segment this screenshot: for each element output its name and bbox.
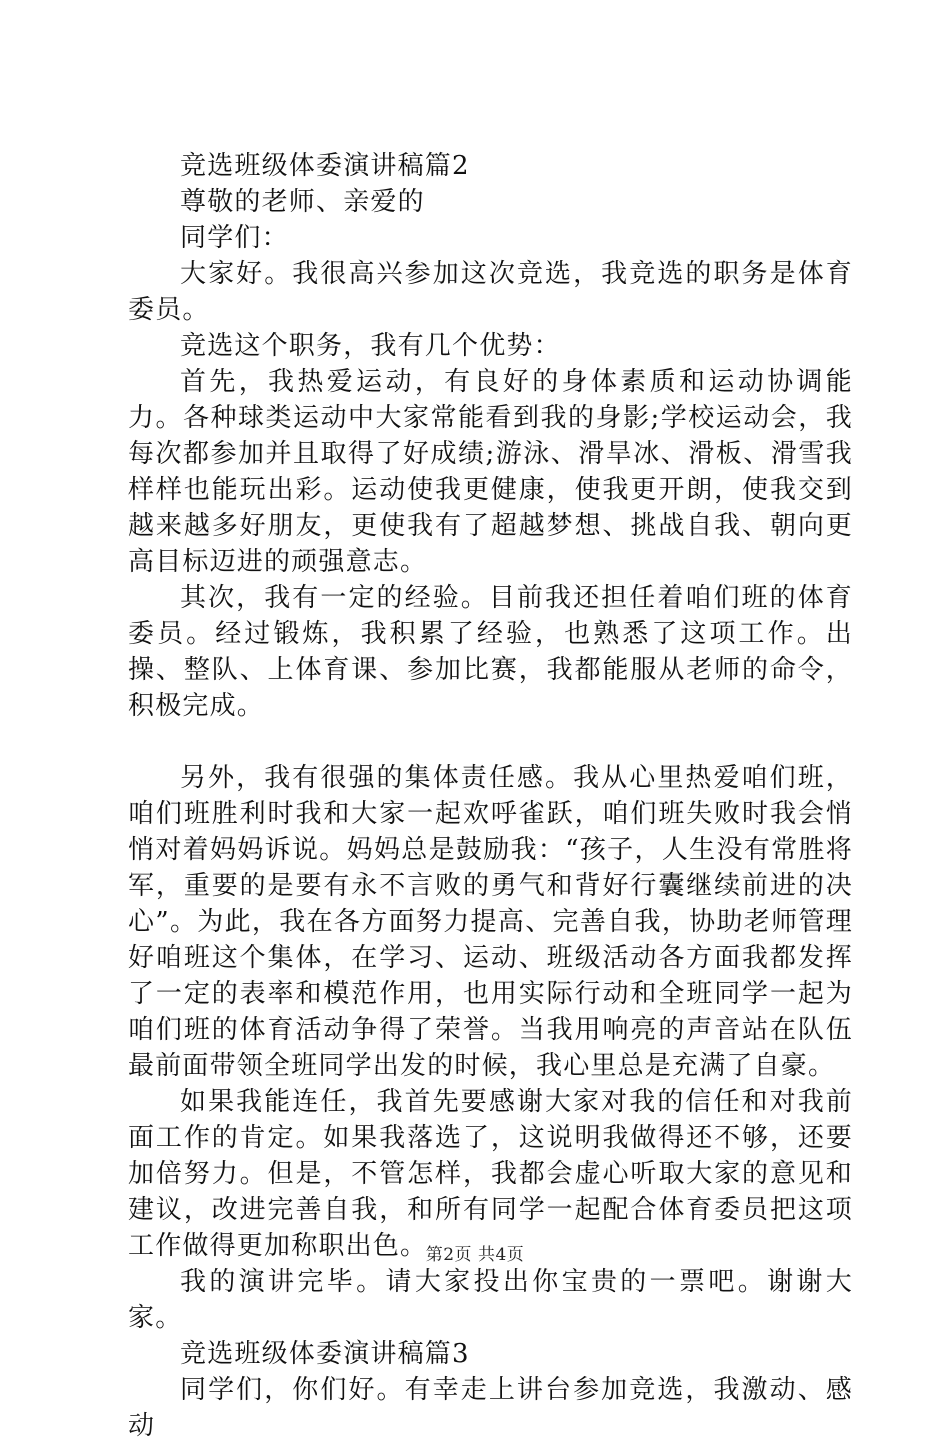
- salutation-line-2: 同学们：: [180, 223, 289, 253]
- section-heading-2: 竞选班级体委演讲稿篇2: [180, 151, 470, 181]
- paragraph-section-3-opening: 同学们，你们好。有幸走上讲台参加竞选，我激动、感动: [128, 1375, 853, 1441]
- paragraph-re-election: 如果我能连任，我首先要感谢大家对我的信任和对我前面工作的肯定。如果我落选了，这说明我做得还不够，还要加倍努力。但是，不管怎样，我都会虚心听取大家的意见和建议，改进完善自我，和所有同学一起配合体育委员把这项工作做得更加称职出色。: [128, 1087, 853, 1261]
- page-number-footer: 第2页 共4页: [425, 1245, 525, 1265]
- section-heading-3: 竞选班级体委演讲稿篇3: [180, 1339, 470, 1369]
- paragraph-first-advantage: 首先，我热爱运动，有良好的身体素质和运动协调能力。各种球类运动中大家常能看到我的身影;学校运动会，我每次都参加并且取得了好成绩;游泳、滑旱冰、滑板、滑雪我样样也能玩出彩。运动使我更健康，使我更开朗，使我交到越来越多好朋友，更使我有了超越梦想、挑战自我、朝向更高目标迈进的顽强意志。: [128, 367, 853, 577]
- paragraph-closing: 我的演讲完毕。请大家投出你宝贵的一票吧。谢谢大家。: [128, 1267, 853, 1333]
- salutation-line-1: 尊敬的老师、亲爱的: [180, 187, 425, 217]
- paragraph-second-advantage: 其次，我有一定的经验。目前我还担任着咱们班的体育委员。经过锻炼，我积累了经验，也熟悉了这项工作。出操、整队、上体育课、参加比赛，我都能服从老师的命令，积极完成。: [128, 583, 853, 721]
- paragraph-greeting: 大家好。我很高兴参加这次竞选，我竞选的职务是体育委员。: [128, 259, 853, 325]
- paragraph-third-advantage: 另外，我有很强的集体责任感。我从心里热爱咱们班，咱们班胜利时我和大家一起欢呼雀跃，咱们班失败时我会悄悄对着妈妈诉说。妈妈总是鼓励我：“孩子，人生没有常胜将军，重要的是要有永不言败的勇气和背好行囊继续前进的决心”。为此，我在各方面努力提高、完善自我，协助老师管理好咱班这个集体，在学习、运动、班级活动各方面我都发挥了一定的表率和模范作用，也用实际行动和全班同学一起为咱们班的体育活动争得了荣誉。当我用响亮的声音站在队伍最前面带领全班同学出发的时候，我心里总是充满了自豪。: [128, 763, 853, 1081]
- paragraph-advantages-intro: 竞选这个职务，我有几个优势：: [180, 331, 561, 361]
